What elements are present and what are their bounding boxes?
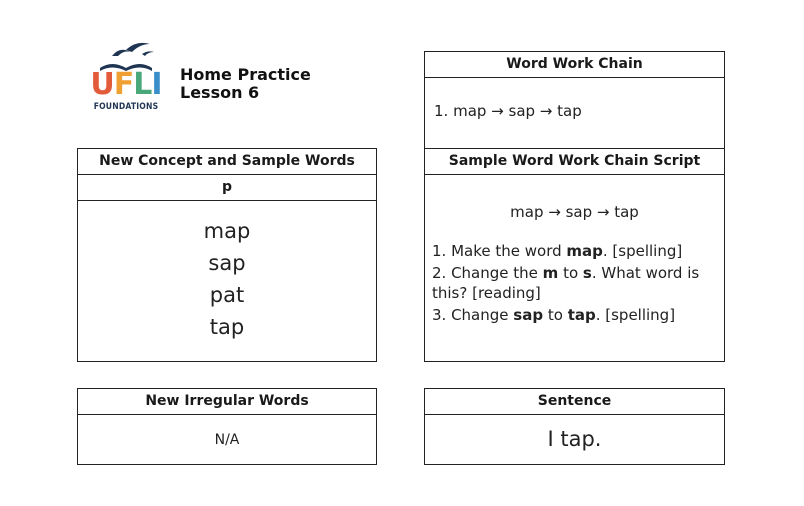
page-title [180,66,311,102]
script-step-1: 1. Make the word map. [spelling] [432,242,683,260]
sentence-value: I tap. [547,427,602,451]
sample-word: tap [209,315,245,339]
script-step-2: 2. Change the m to s. What word is this? [reading] [432,264,700,302]
new-concept-header: New Concept and Sample Words [78,149,376,175]
word-work-chain-header: Word Work Chain [425,52,724,78]
irregular-words-header: New Irregular Words [78,389,376,415]
sample-words-list [78,201,376,343]
ufli-logo [90,38,162,114]
chain-script-sequence: map → sap → tap [510,203,639,221]
sample-word: pat [209,283,245,307]
sample-word: map [203,219,251,243]
sentence-box [424,388,725,465]
new-concept-box [77,148,377,362]
chain-script-steps [425,221,724,325]
title-line-2: Lesson 6 [180,83,260,102]
concept-letter: p [78,175,376,201]
logo-subtitle: FOUNDATIONS [93,102,159,112]
sample-word: sap [208,251,246,275]
logo-letters: U F L I [90,67,162,102]
chain-script-header: Sample Word Work Chain Script [425,149,724,175]
word-work-chain-box [424,51,725,149]
chain-script-box [424,148,725,362]
word-work-chain-text: 1. map → sap → tap [434,102,582,120]
title-line-1: Home Practice [180,65,311,84]
irregular-words-value: N/A [214,432,240,448]
irregular-words-box [77,388,377,465]
sentence-header: Sentence [425,389,724,415]
script-step-3: 3. Change sap to tap. [spelling] [432,306,676,324]
